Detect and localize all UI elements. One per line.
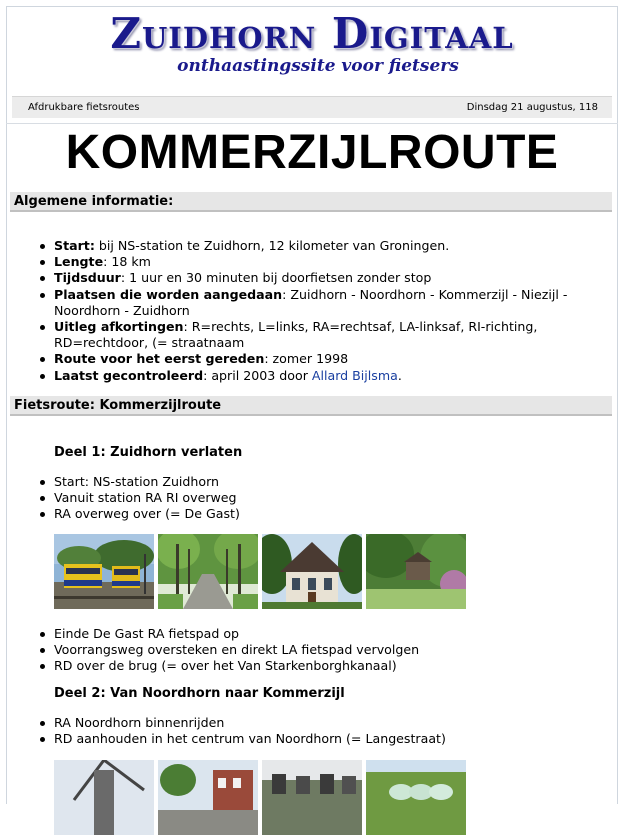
list-item: Lengte: 18 km bbox=[40, 254, 600, 270]
list-item: Route voor het eerst gereden: zomer 1998 bbox=[40, 351, 600, 367]
tree-lined-road-photo[interactable] bbox=[158, 534, 258, 609]
page-title: KOMMERZIJLROUTE bbox=[65, 126, 559, 179]
printable-routes-label: Afdrukbare fietsroutes bbox=[28, 102, 140, 113]
site-title: Zuidhorn Digitaal bbox=[110, 9, 514, 58]
list-item: Voorrangsweg oversteken en direkt LA fietspad vervolgen bbox=[40, 642, 600, 658]
top-bar bbox=[12, 96, 612, 118]
list-item: RA Noordhorn binnenrijden bbox=[40, 715, 600, 731]
part1-list-b bbox=[40, 626, 600, 675]
villa-house-photo[interactable] bbox=[262, 534, 362, 609]
part1-title: Deel 1: Zuidhorn verlaten bbox=[54, 445, 243, 460]
part1-list-a bbox=[40, 474, 600, 523]
part2-list bbox=[40, 715, 600, 747]
route-heading: Fietsroute: Kommerzijlroute bbox=[10, 396, 612, 416]
village-street-photo[interactable] bbox=[158, 760, 258, 835]
list-item: Start: NS-station Zuidhorn bbox=[40, 474, 600, 490]
part2-title: Deel 2: Van Noordhorn naar Kommerzijl bbox=[54, 686, 345, 701]
list-item: RA overweg over (= De Gast) bbox=[40, 506, 600, 522]
list-item: RD aanhouden in het centrum van Noordhorn (= Langestraat) bbox=[40, 731, 600, 747]
list-item: RD over de brug (= over het Van Starkenborghkanaal) bbox=[40, 658, 600, 674]
list-item: Start: bij NS-station te Zuidhorn, 12 kilometer van Groningen. bbox=[40, 238, 600, 254]
general-info-heading: Algemene informatie: bbox=[10, 192, 612, 212]
list-item: Plaatsen die worden aangedaan: Zuidhorn - Noordhorn - Kommerzijl - Niezijl - Noordhorn - Zuidhorn bbox=[40, 287, 600, 319]
windmill-photo[interactable] bbox=[54, 760, 154, 835]
site-logo[interactable] bbox=[0, 10, 624, 76]
general-info-list bbox=[40, 238, 600, 384]
list-item: Vanuit station RA RI overweg bbox=[40, 490, 600, 506]
site-subtitle: onthaastingssite voor fietsers bbox=[177, 56, 459, 76]
list-item: Einde De Gast RA fietspad op bbox=[40, 626, 600, 642]
list-item: Uitleg afkortingen: R=rechts, L=links, RA=rechtsaf, LA-linksaf, RI-richting, RD=rechtdoor, (= straatnaam bbox=[40, 319, 600, 351]
list-item: Tijdsduur: 1 uur en 30 minuten bij doorfietsen zonder stop bbox=[40, 270, 600, 286]
garden-shed-photo[interactable] bbox=[366, 534, 466, 609]
date-label: Dinsdag 21 augustus, 118 bbox=[466, 102, 598, 113]
list-item: Laatst gecontroleerd: april 2003 door Allard Bijlsma. bbox=[40, 368, 600, 384]
train-station-photo[interactable] bbox=[54, 534, 154, 609]
hay-bales-photo[interactable] bbox=[366, 760, 466, 835]
author-link[interactable]: Allard Bijlsma bbox=[311, 367, 398, 383]
graveyard-photo[interactable] bbox=[262, 760, 362, 835]
